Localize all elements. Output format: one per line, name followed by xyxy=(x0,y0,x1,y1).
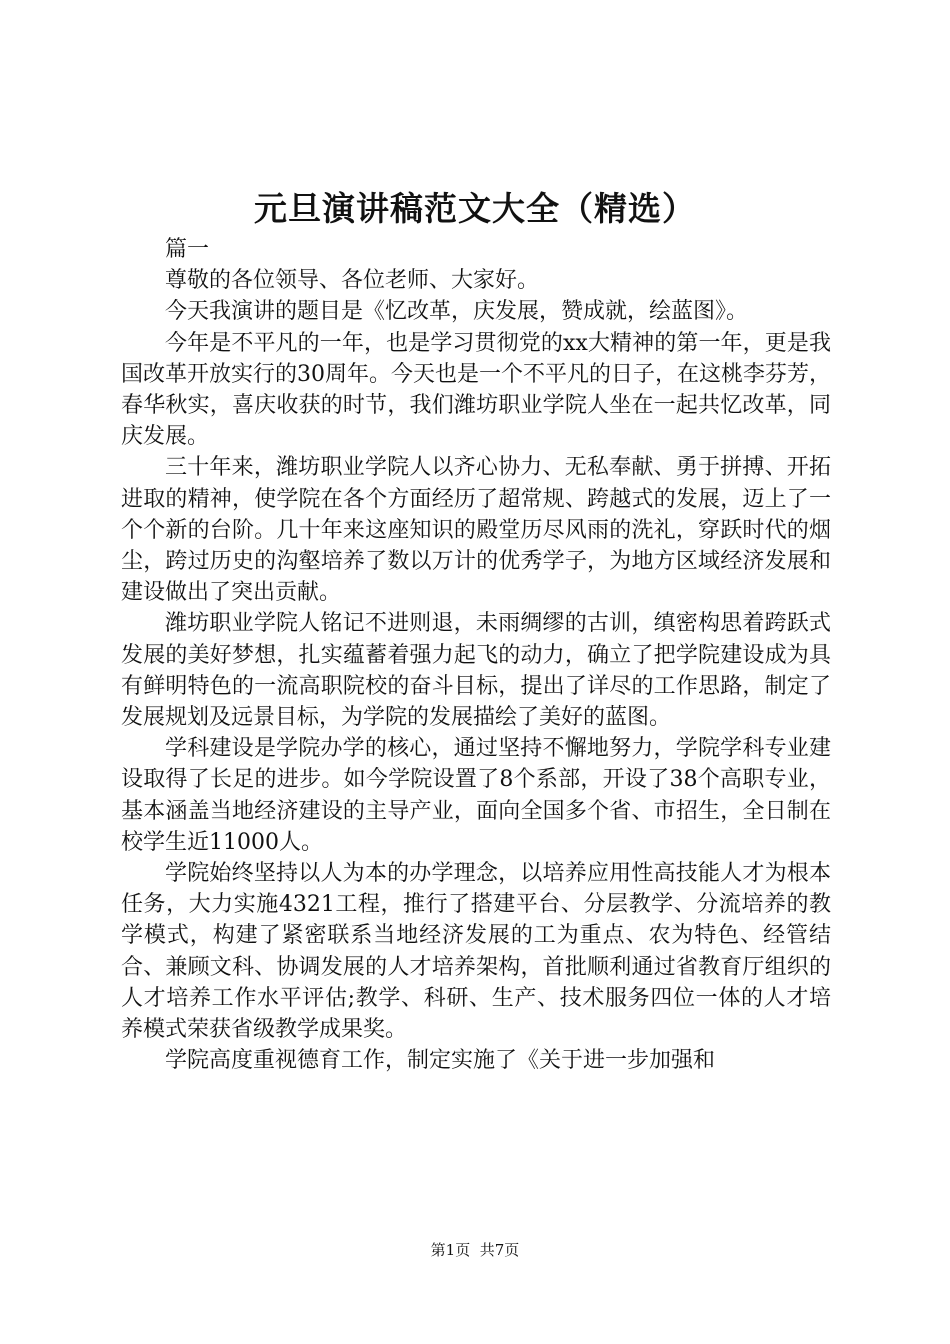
paragraph: 学院高度重视德育工作，制定实施了《关于进一步加强和 xyxy=(165,1048,716,1074)
document-body xyxy=(121,234,831,1076)
paragraph-greeting: 尊敬的各位领导、各位老师、大家好。 xyxy=(165,268,540,294)
paragraph: 学院始终坚持以人为本的办学理念，以培养应用性高技能人才为根本任务，大力实施4321工程，推行了搭建平台、分层教学、分流培养的教学模式，构建了紧密联系当地经济发展的工为重点、农为特色、经管结合、兼顾文科、协调发展的人才培养架构，首批顺利通过省教育厅组织的人才培养工作水平评估;教学、科研、生产、技术服务四位一体的人才培养模式荣获省级教学成果奖。 xyxy=(121,861,831,1043)
paragraph-topic: 今天我演讲的题目是《忆改革，庆发展，赞成就，绘蓝图》。 xyxy=(165,299,749,325)
paragraph: 三十年来，潍坊职业学院人以齐心协力、无私奉献、勇于拼搏、开拓进取的精神，使学院在各个方面经历了超常规、跨越式的发展，迈上了一个个新的台阶。几十年来这座知识的殿堂历尽风雨的洗礼，穿跃时代的烟尘，跨过历史的沟壑培养了数以万计的优秀学子，为地方区域经济发展和建设做出了突出贡献。 xyxy=(121,455,831,606)
page-total: 共7页 xyxy=(479,1241,520,1259)
page-footer xyxy=(0,1240,950,1260)
page-number: 第1页 xyxy=(430,1241,471,1259)
paragraph: 今年是不平凡的一年，也是学习贯彻党的xx大精神的第一年，更是我国改革开放实行的30周年。今天也是一个不平凡的日子，在这桃李芬芳，春华秋实，喜庆收获的时节，我们潍坊职业学院人坐在一起共忆改革，同庆发展。 xyxy=(121,330,831,450)
document-title: 元旦演讲稿范文大全（精选） xyxy=(254,189,696,228)
paragraph: 潍坊职业学院人铭记不进则退，未雨绸缪的古训，缜密构思着跨跃式发展的美好梦想，扎实蕴蓄着强力起飞的动力，确立了把学院建设成为具有鲜明特色的一流高职院校的奋斗目标，提出了详尽的工作思路，制定了发展规划及远景目标，为学院的发展描绘了美好的蓝图。 xyxy=(121,611,831,731)
paragraph: 学科建设是学院办学的核心，通过坚持不懈地努力，学院学科专业建设取得了长足的进步。如今学院设置了8个系部，开设了38个高职专业，基本涵盖当地经济建设的主导产业，面向全国多个省、市招生，全日制在校学生近11000人。 xyxy=(121,736,831,855)
section-heading: 篇一 xyxy=(165,237,210,262)
